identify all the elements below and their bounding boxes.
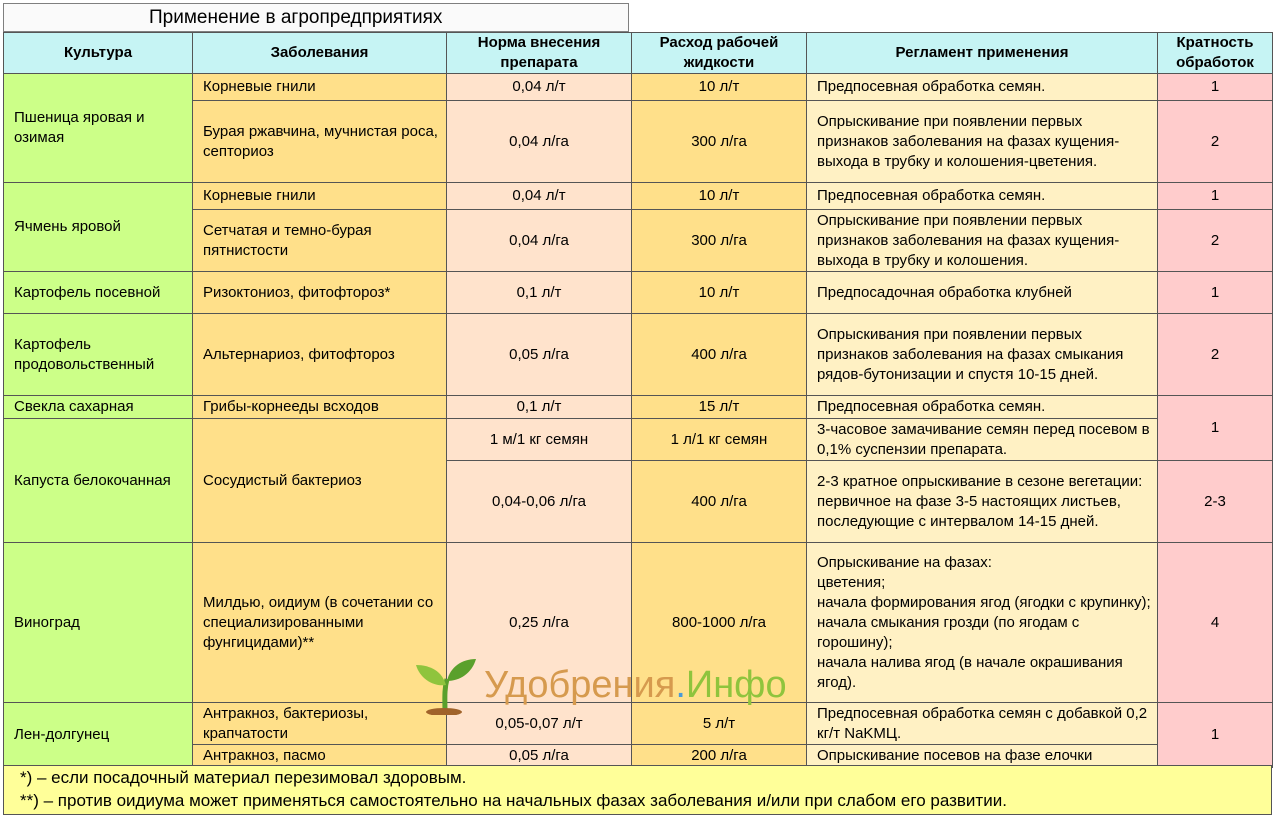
regulation-cell: Опрыскивание при появлении первых признаков заболевания на фазах кущения-выхода в трубку и колошения-цветения. <box>807 101 1158 183</box>
disease-cell: Сосудистый бактериоз <box>193 419 447 543</box>
volume-cell: 400 л/га <box>632 461 807 543</box>
volume-cell: 400 л/га <box>632 314 807 396</box>
watermark-text <box>484 661 787 709</box>
volume-cell: 5 л/т <box>632 703 807 745</box>
regulation-cell: Предпосевная обработка семян. <box>807 183 1158 210</box>
rate-cell: 0,25 л/га <box>447 543 632 703</box>
regulation-cell: 2-3 кратное опрыскивание в сезоне вегетации: первичное на фазе 3-5 настоящих листьев, последующие с интервалом 14-15 дней. <box>807 461 1158 543</box>
disease-cell: Антракноз, бактериозы, крапчатости <box>193 703 447 745</box>
table-title: Применение в агропредприятиях <box>3 3 629 32</box>
disease-cell: Корневые гнили <box>193 183 447 210</box>
rate-cell: 0,1 л/т <box>447 396 632 419</box>
watermark-logo <box>414 655 786 715</box>
rate-cell: 0,04-0,06 л/га <box>447 461 632 543</box>
watermark-dot: . <box>675 664 686 706</box>
volume-cell: 10 л/т <box>632 183 807 210</box>
rate-cell: 0,04 л/т <box>447 74 632 101</box>
count-cell: 1 <box>1158 703 1273 768</box>
table-row <box>4 396 1273 419</box>
rate-cell: 0,05 л/га <box>447 314 632 396</box>
regulation-cell: Предпосевная обработка семян с добавкой 0,2 кг/т NaKMЦ. <box>807 703 1158 745</box>
header-row <box>4 33 1273 74</box>
footnote-1: *) – если посадочный материал перезимовал здоровым. <box>20 768 467 787</box>
table-row <box>4 419 1273 461</box>
rate-cell: 1 м/1 кг семян <box>447 419 632 461</box>
rate-cell: 0,05-0,07 л/т <box>447 703 632 745</box>
table-row <box>4 210 1273 272</box>
count-cell: 2 <box>1158 101 1273 183</box>
regulation-cell: Предпосевная обработка семян. <box>807 74 1158 101</box>
footnote-2: **) – против оидиума может применяться самостоятельно на начальных фазах заболевания и/или при слабом его развитии. <box>20 791 1007 810</box>
header-rate: Норма внесения препарата <box>447 33 632 74</box>
disease-cell: Милдью, оидиум (в сочетании со специализированными фунгицидами)** <box>193 543 447 703</box>
regulation-line: Опрыскивание на фазах: <box>817 553 992 571</box>
table-row <box>4 272 1273 314</box>
disease-cell: Бурая ржавчина, мучнистая роса, септориоз <box>193 101 447 183</box>
header-regulation: Регламент применения <box>807 33 1158 74</box>
table-row <box>4 314 1273 396</box>
volume-cell: 15 л/т <box>632 396 807 419</box>
header-volume: Расход рабочей жидкости <box>632 33 807 74</box>
table-row <box>4 101 1273 183</box>
regulation-cell: Опрыскивания при появлении первых признаков заболевания на фазах смыкания рядов-бутонизации и спустя 10-15 дней. <box>807 314 1158 396</box>
volume-cell: 10 л/т <box>632 74 807 101</box>
count-cell: 1 <box>1158 396 1273 461</box>
regulation-line: начала смыкания грозди (по ягодам с горошину); <box>817 613 1080 651</box>
count-cell: 2 <box>1158 314 1273 396</box>
disease-cell: Сетчатая и темно-бурая пятнистости <box>193 210 447 272</box>
regulation-cell: Предпосевная обработка семян. <box>807 396 1158 419</box>
crop-cell: Ячмень яровой <box>4 183 193 272</box>
crop-cell: Капуста белокочанная <box>4 419 193 543</box>
crop-cell: Виноград <box>4 543 193 703</box>
table-row <box>4 183 1273 210</box>
header-count: Кратность обработок <box>1158 33 1273 74</box>
crop-cell: Картофель посевной <box>4 272 193 314</box>
rate-cell: 0,05 л/га <box>447 745 632 768</box>
crop-cell: Лен-долгунец <box>4 703 193 768</box>
count-cell: 2-3 <box>1158 461 1273 543</box>
crop-cell: Свекла сахарная <box>4 396 193 419</box>
table-row <box>4 74 1273 101</box>
count-cell: 1 <box>1158 183 1273 210</box>
rate-cell: 0,04 л/га <box>447 101 632 183</box>
volume-cell: 1 л/1 кг семян <box>632 419 807 461</box>
regulation-line: начала формирования ягод (ягодки с крупинку); <box>817 593 1151 611</box>
volume-cell: 300 л/га <box>632 101 807 183</box>
footnotes <box>3 765 1272 815</box>
header-disease: Заболевания <box>193 33 447 74</box>
sprout-icon <box>414 655 478 715</box>
regulation-cell: Опрыскивание посевов на фазе елочки <box>807 745 1158 768</box>
volume-cell: 10 л/т <box>632 272 807 314</box>
rate-cell: 0,04 л/т <box>447 183 632 210</box>
disease-cell: Корневые гнили <box>193 74 447 101</box>
count-cell: 2 <box>1158 210 1273 272</box>
rate-cell: 0,1 л/т <box>447 272 632 314</box>
regulation-cell <box>807 543 1158 703</box>
crop-cell: Картофель продовольственный <box>4 314 193 396</box>
watermark-part1: Удобрения <box>484 664 676 706</box>
volume-cell: 800-1000 л/га <box>632 543 807 703</box>
rate-cell: 0,04 л/га <box>447 210 632 272</box>
header-crop: Культура <box>4 33 193 74</box>
disease-cell: Альтернариоз, фитофтороз <box>193 314 447 396</box>
watermark-part2: Инфо <box>685 664 787 706</box>
disease-cell: Ризоктониоз, фитофтороз* <box>193 272 447 314</box>
count-cell: 4 <box>1158 543 1273 703</box>
disease-cell: Антракноз, пасмо <box>193 745 447 768</box>
count-cell: 1 <box>1158 272 1273 314</box>
regulation-cell: Предпосадочная обработка клубней <box>807 272 1158 314</box>
disease-cell: Грибы-корнееды всходов <box>193 396 447 419</box>
volume-cell: 300 л/га <box>632 210 807 272</box>
count-cell: 1 <box>1158 74 1273 101</box>
regulation-line: цветения; <box>817 573 886 591</box>
volume-cell: 200 л/га <box>632 745 807 768</box>
crop-cell: Пшеница яровая и озимая <box>4 74 193 183</box>
regulation-cell: Опрыскивание при появлении первых признаков заболевания на фазах кущения-выхода в трубку и колошения. <box>807 210 1158 272</box>
regulation-cell: 3-часовое замачивание семян перед посевом в 0,1% суспензии препарата. <box>807 419 1158 461</box>
regulation-line: начала налива ягод (в начале окрашивания ягод). <box>817 653 1123 691</box>
